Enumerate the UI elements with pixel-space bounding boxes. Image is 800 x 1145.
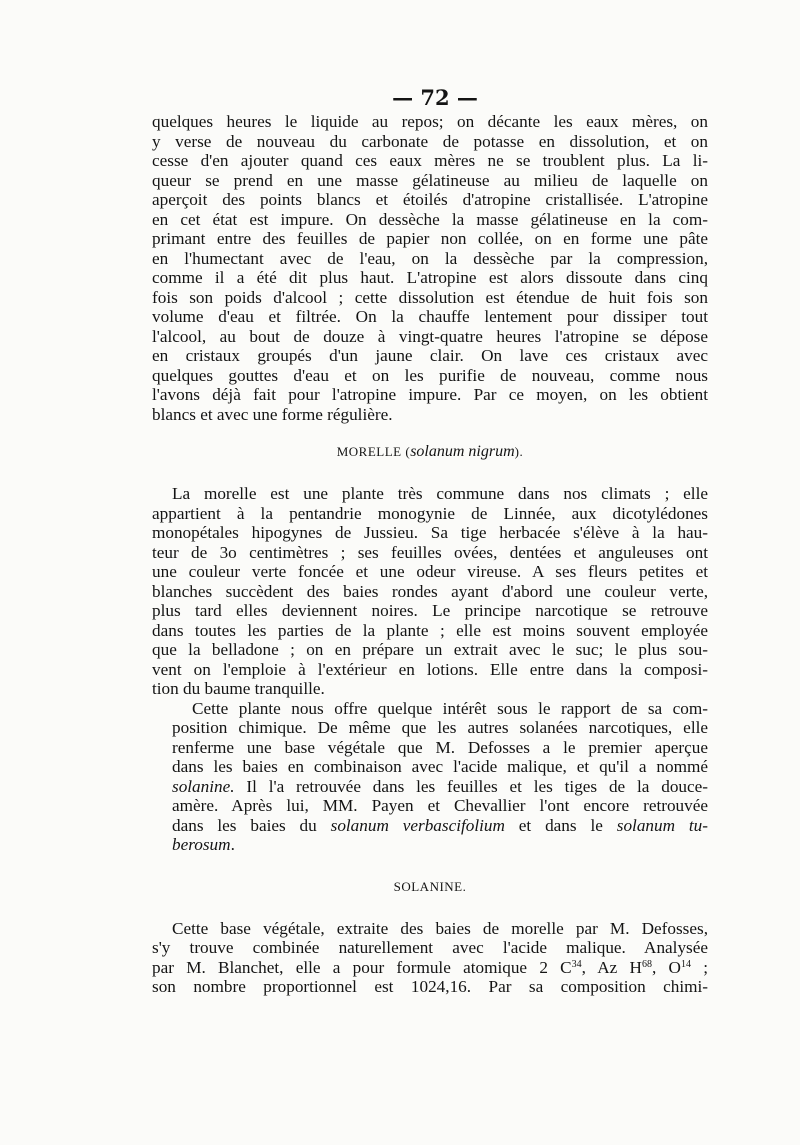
text-line: position chimique. De même que les autres solanées narcotiques, elle bbox=[172, 718, 708, 737]
paragraph-2 bbox=[152, 484, 708, 699]
text-line: que la belladone ; on en prépare un extrait avec le suc; le plus sou- bbox=[152, 640, 708, 659]
text-line: cesse d'en ajouter quand ces eaux mères ne se troublent plus. La li- bbox=[152, 151, 708, 170]
text-line bbox=[152, 958, 708, 978]
term-solanum-verbascifolium: solanum verbascifolium bbox=[330, 815, 505, 835]
text-line: son nombre proportionnel est 1024,16. Par sa composition chimi- bbox=[152, 977, 708, 996]
paragraph-1 bbox=[152, 112, 708, 424]
term-solanine: solanine. bbox=[172, 776, 235, 796]
text-run: ; bbox=[690, 957, 708, 977]
text-run: par M. Blanchet, elle a pour formule atomique 2 C bbox=[152, 957, 572, 977]
text-line: aperçoit des points blancs et étoilés d'atropine cristallisée. L'atropine bbox=[152, 190, 708, 209]
text-line bbox=[152, 816, 708, 836]
text-line: appartient à la pentandrie monogynie de Linnée, aux dicotylédones bbox=[152, 503, 708, 523]
text-line: plus tard elles deviennent noires. Le principe narcotique se retrouve bbox=[152, 601, 708, 620]
text-line: quelques heures le liquide au repos; on décante les eaux mères, on bbox=[152, 112, 708, 131]
text-line: une couleur verte foncée et une odeur vireuse. A ses fleurs petites et bbox=[152, 562, 708, 581]
text-line: l'avons déjà fait pour l'atropine impure. Par ce moyen, on les obtient bbox=[152, 385, 708, 404]
superscript: 34 bbox=[571, 958, 582, 970]
section-heading-morelle bbox=[152, 442, 708, 462]
text-line: volume d'eau et filtrée. On la chauffe lentement pour dissiper tout bbox=[152, 307, 708, 326]
text-line: fois son poids d'alcool ; cette dissolution est étendue de huit fois son bbox=[152, 287, 708, 307]
paragraph-3 bbox=[152, 699, 708, 855]
text-line: tion du baume tranquille. bbox=[152, 679, 325, 698]
term-solanum-tuberosum: solanum tu- bbox=[616, 815, 708, 835]
heading-latin-name: solanum nigrum bbox=[410, 443, 515, 460]
text-line: primant entre des feuilles de papier non collée, on en forme une pâte bbox=[152, 229, 708, 248]
text-line: en cristaux groupés d'un jaune clair. On lave ces cristaux avec bbox=[152, 346, 708, 365]
term-berosum: berosum bbox=[172, 835, 231, 854]
heading-close: ). bbox=[514, 444, 524, 459]
text-line: teur de 3o centimètres ; ses feuilles ovées, dentées et anguleuses ont bbox=[152, 542, 708, 562]
text-line: y verse de nouveau du carbonate de potasse en dissolution, et on bbox=[152, 131, 708, 151]
section-heading-solanine: SOLANINE. bbox=[393, 878, 467, 894]
text-line bbox=[152, 777, 708, 797]
superscript: 14 bbox=[680, 958, 691, 970]
text-line: renferme une base végétale que M. Defosses a le premier aperçue bbox=[172, 737, 708, 757]
book-page bbox=[152, 84, 708, 997]
text-line: vent on l'emploie à l'extérieur en lotions. Elle entre dans la composi- bbox=[152, 659, 708, 679]
text-run: , Az H bbox=[581, 957, 642, 977]
text-run: , O bbox=[651, 957, 681, 977]
text-line: queur se prend en une masse gélatineuse au milieu de laquelle on bbox=[152, 170, 708, 190]
text-line: blanches succèdent des baies rondes ayant d'abord une couleur verte, bbox=[152, 581, 708, 601]
paragraph-4 bbox=[152, 919, 708, 997]
text-line: s'y trouve combinée naturellement avec l'acide malique. Analysée bbox=[152, 938, 708, 957]
heading-label: MORELLE ( bbox=[336, 444, 411, 459]
text-run: Il l'a retrouvée dans les feuilles et les tiges de la douce- bbox=[234, 776, 708, 796]
text-line: en cet état est impure. On dessèche la masse gélatineuse en la com- bbox=[152, 209, 708, 229]
text-run: dans les baies du bbox=[172, 815, 331, 835]
superscript: 68 bbox=[641, 958, 652, 970]
text-line: en l'humectant avec de l'eau, on la dessèche par la compression, bbox=[152, 248, 708, 268]
text-line: dans toutes les parties de la plante ; elle est moins souvent employée bbox=[152, 620, 708, 640]
text-line: quelques gouttes d'eau et on les purifie de nouveau, comme nous bbox=[152, 365, 708, 385]
text-line: La morelle est une plante très commune dans nos climats ; elle bbox=[172, 484, 708, 503]
text-line: blancs et avec une forme régulière. bbox=[152, 404, 393, 424]
text-line: Cette plante nous offre quelque intérêt sous le rapport de sa com- bbox=[192, 698, 708, 718]
text-line: dans les baies en combinaison avec l'acide malique, et qu'il a nommé bbox=[172, 757, 708, 776]
text-line: amère. Après lui, MM. Payen et Chevallier l'ont encore retrouvée bbox=[172, 796, 708, 815]
text-line: l'alcool, au bout de douze à vingt-quatre heures l'atropine se dépose bbox=[152, 326, 708, 346]
text-line: Cette base végétale, extraite des baies de morelle par M. Defosses, bbox=[172, 918, 708, 938]
page-number: — 72 — bbox=[392, 85, 478, 110]
text-run: et dans le bbox=[504, 815, 617, 835]
text-run: . bbox=[230, 835, 235, 854]
text-line bbox=[152, 835, 708, 855]
text-line: monopétales hipogynes de Jussieu. Sa tige herbacée s'élève à la hau- bbox=[152, 523, 708, 542]
text-line: comme il a été dit plus haut. L'atropine est alors dissoute dans cinq bbox=[152, 268, 708, 287]
